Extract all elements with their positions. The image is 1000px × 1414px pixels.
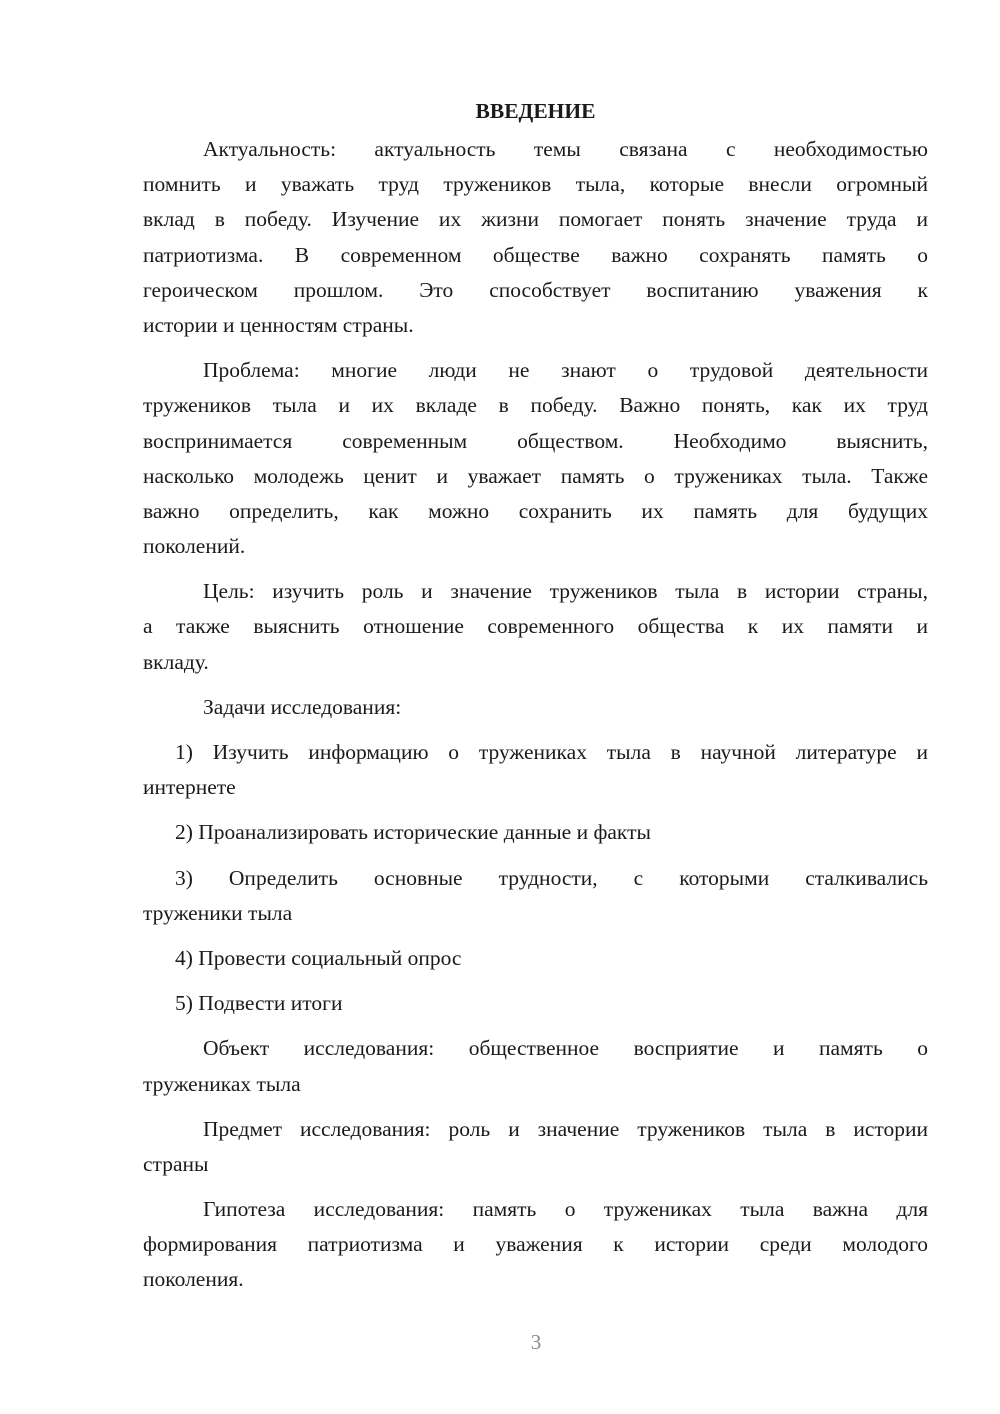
text-line: труженики тыла bbox=[143, 900, 293, 925]
text-line: тружеников тыла и их вкладе в победу. Важно понять, как их труд bbox=[143, 393, 928, 418]
document-page bbox=[143, 92, 928, 1308]
text-line: насколько молодежь ценит и уважает память о тружениках тыла. Также bbox=[143, 463, 928, 488]
text-line: поколения. bbox=[143, 1267, 244, 1292]
text-line: патриотизма. В современном обществе важно сохранять память о bbox=[143, 242, 928, 267]
text-line: а также выяснить отношение современного общества к их памяти и bbox=[143, 614, 928, 639]
text-line: интернете bbox=[143, 775, 236, 800]
text-line: Актуальность: актуальность темы связана с необходимостью bbox=[203, 137, 928, 161]
section-title: ВВЕДЕНИЕ bbox=[475, 99, 596, 123]
text-line: помнить и уважать труд тружеников тыла, которые внесли огромный bbox=[143, 172, 928, 197]
paragraph-object bbox=[143, 1031, 928, 1101]
page-number: 3 bbox=[530, 1330, 542, 1354]
text-line: Предмет исследования: роль и значение тружеников тыла в истории bbox=[203, 1116, 928, 1141]
paragraph-problem bbox=[143, 353, 928, 564]
paragraph-subject bbox=[143, 1112, 928, 1182]
paragraph-hypothesis bbox=[143, 1192, 928, 1298]
text-line: Объект исследования: общественное восприятие и память о bbox=[203, 1036, 928, 1061]
paragraph-task-2 bbox=[143, 815, 928, 850]
text-line: воспринимается современным обществом. Необходимо выяснить, bbox=[143, 428, 928, 453]
text-line: 5) Подвести итоги bbox=[175, 991, 343, 1016]
text-line: формирования патриотизма и уважения к истории среди молодого bbox=[143, 1232, 928, 1257]
text-line: 1) Изучить информацию о тружениках тыла в научной литературе и bbox=[175, 740, 928, 764]
paragraph-task-5 bbox=[143, 986, 928, 1021]
text-line: поколений. bbox=[143, 534, 246, 559]
document-body bbox=[143, 132, 928, 1298]
text-line: вкладу. bbox=[143, 649, 209, 674]
text-line: важно определить, как можно сохранить их память для будущих bbox=[143, 498, 928, 523]
paragraph-goal bbox=[143, 574, 928, 680]
paragraph-task-3 bbox=[143, 861, 928, 931]
text-line: Задачи исследования: bbox=[203, 694, 402, 719]
text-line: 4) Провести социальный опрос bbox=[175, 945, 462, 970]
text-line: тружениках тыла bbox=[143, 1071, 301, 1096]
paragraph-task-1 bbox=[143, 735, 928, 805]
paragraph-task-4 bbox=[143, 941, 928, 976]
text-line: вклад в победу. Изучение их жизни помогает понять значение труда и bbox=[143, 207, 928, 232]
text-line: 3) Определить основные трудности, с которыми сталкивались bbox=[175, 865, 928, 890]
text-line: Гипотеза исследования: память о тружениках тыла важна для bbox=[203, 1197, 928, 1222]
text-line: истории и ценностям страны. bbox=[143, 312, 414, 337]
paragraph-tasks-heading bbox=[143, 690, 928, 725]
text-line: героическом прошлом. Это способствует воспитанию уважения к bbox=[143, 277, 928, 302]
paragraph-relevance bbox=[143, 132, 928, 343]
text-line: страны bbox=[143, 1151, 209, 1176]
text-line: 2) Проанализировать исторические данные и факты bbox=[175, 820, 651, 845]
text-line: Цель: изучить роль и значение тружеников тыла в истории страны, bbox=[203, 579, 928, 604]
text-line: Проблема: многие люди не знают о трудовой деятельности bbox=[203, 358, 928, 383]
